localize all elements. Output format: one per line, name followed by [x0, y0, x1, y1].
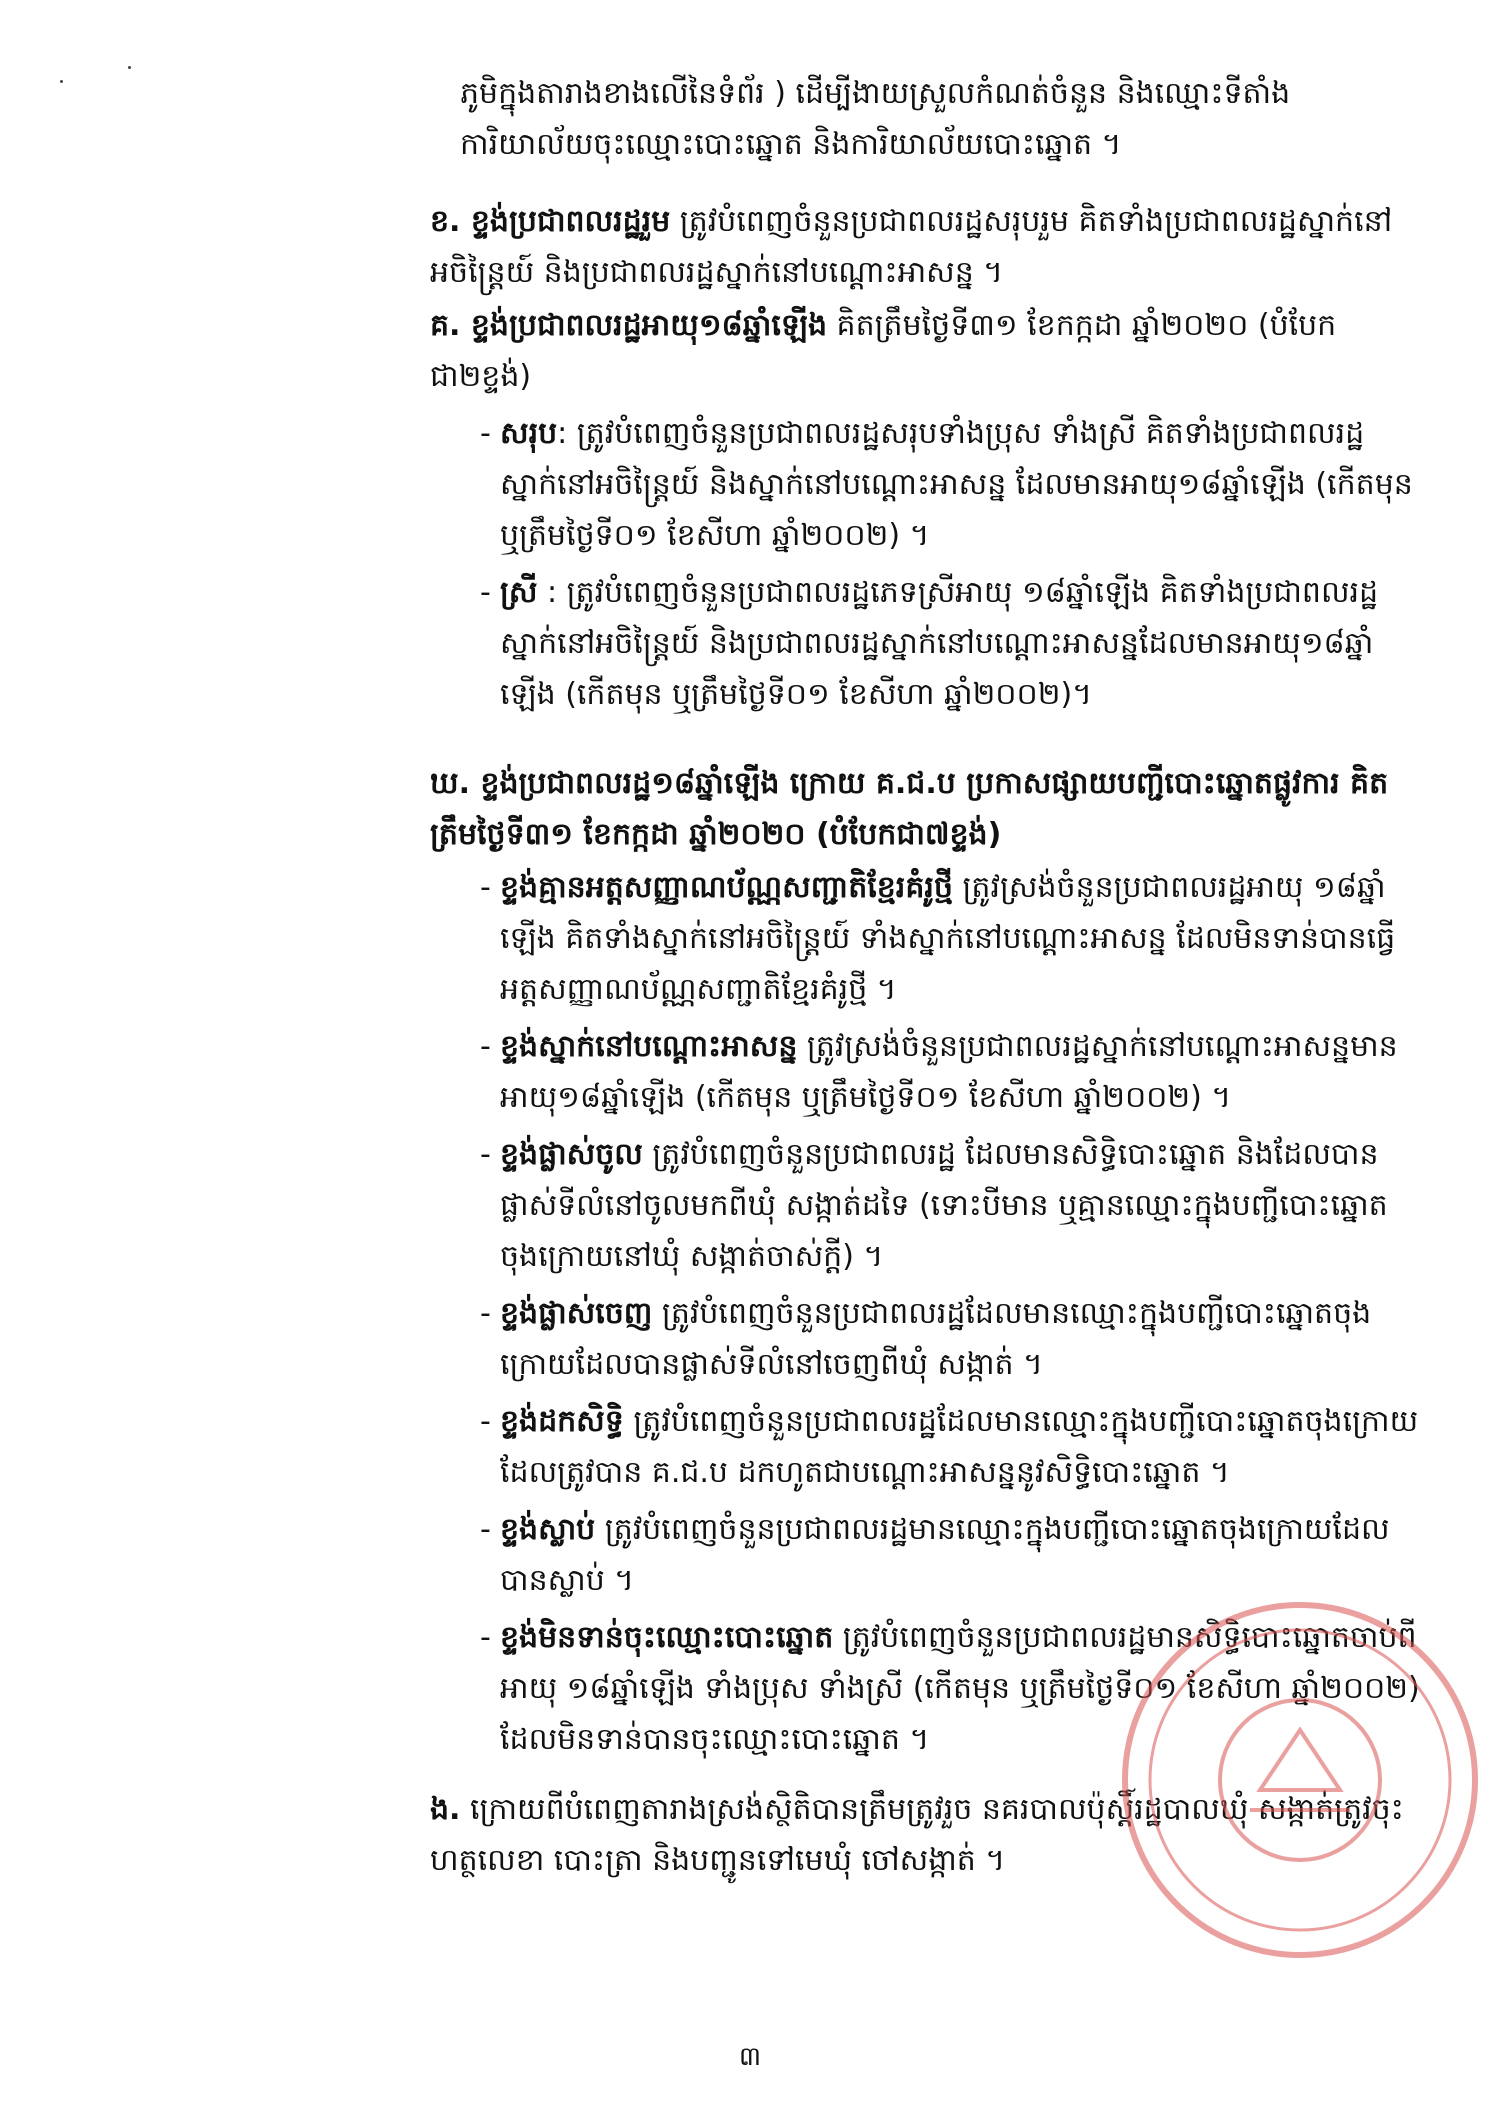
page-number: ៣ [738, 2042, 762, 2072]
scan-speck [128, 66, 131, 69]
list-item [480, 1021, 1420, 1123]
subitem-label: ខ្ទង់ស្នាក់នៅបណ្ដោះអាសន្ន [500, 1029, 798, 1064]
continuation-paragraph: ភូមិក្នុងតារាងខាងលើនៃទំព័រ ) ដើម្បីងាយស្រួលកំណត់ចំនួន និងឈ្មោះទីតាំងការិយាល័យចុះឈ្មោះបោះឆ្នោត និងការិយាល័យបោះឆ្នោត ។ [460, 76, 1291, 162]
item-kho-label: ឃ. ខ្ទង់ប្រជាពលរដ្ឋ១៨ឆ្នាំឡើង ក្រោយ គ.ជ.ប ប្រកាសផ្សាយបញ្ជីបោះឆ្នោតផ្លូវការ គិតត្រឹមថ្ងៃទី៣១ ខែកក្កដា ឆ្នាំ២០២០ (បំបែកជា៧ខ្ទង់) [430, 766, 1389, 852]
dash-bullet: - [480, 1620, 491, 1655]
subitem-text: : ត្រូវបំពេញចំនួនប្រជាពលរដ្ឋភេទស្រីអាយុ ១៨ឆ្នាំឡើង គិតទាំងប្រជាពលរដ្ឋស្នាក់នៅអចិន្ត្រៃយ៍ និងប្រជាពលរដ្ឋស្នាក់នៅបណ្ដោះអាសន្នដែលមានអាយុ១៨ឆ្នាំឡើង (កើតមុន ឬត្រឹមថ្ងៃទី០១ ខែសីហា ឆ្នាំ២០០២)។ [500, 575, 1379, 712]
item-ko-subitems [480, 408, 1420, 726]
item-kha [430, 196, 1430, 298]
item-ngo-label: ង. [430, 1792, 461, 1827]
seal-center-ring [1220, 1700, 1380, 1860]
subitem-text: ត្រូវបំពេញចំនួនប្រជាពលរដ្ឋ ដែលមានសិទ្ធិបោះឆ្នោត និងដែលបានផ្លាស់ទីលំនៅចូលមកពីឃុំ សង្កាត់ដទៃ (ទោះបីមាន ឬគ្មានឈ្មោះក្នុងបញ្ជីបោះឆ្នោតចុងក្រោយនៅឃុំ សង្កាត់ចាស់ក្ដី) ។ [500, 1137, 1388, 1274]
subitem-label: ខ្ទង់គ្មានអត្តសញ្ញាណប័ណ្ណសញ្ជាតិខ្មែរគំរូថ្មី [500, 870, 953, 905]
subitem-text: ត្រូវបំពេញចំនួនប្រជាពលរដ្ឋដែលមានឈ្មោះក្នុងបញ្ជីបោះឆ្នោតចុងក្រោយដែលបានផ្លាស់ទីលំនៅចេញពីឃុំ សង្កាត់ ។ [500, 1296, 1372, 1382]
dash-bullet: - [480, 1512, 491, 1547]
item-kha-label: ខ. ខ្ទង់ប្រជាពលរដ្ឋរួម [430, 204, 671, 239]
item-ko-text: គិតត្រឹមថ្ងៃទី៣១ ខែកក្កដា ឆ្នាំ២០២០ (បំបែកជា២ខ្ទង់) [430, 308, 1337, 394]
list-item [480, 862, 1420, 1015]
list-item [480, 1129, 1420, 1282]
subitem-text: ត្រូវស្រង់ចំនួនប្រជាពលរដ្ឋស្នាក់នៅបណ្ដោះអាសន្នមានអាយុ១៨ឆ្នាំឡើង (កើតមុន ឬត្រឹមថ្ងៃទី០១ ខែសីហា ឆ្នាំ២០០២) ។ [500, 1029, 1398, 1115]
subitem-text: : ត្រូវបំពេញចំនួនប្រជាពលរដ្ឋសរុបទាំងប្រុស ទាំងស្រី គិតទាំងប្រជាពលរដ្ឋស្នាក់នៅអចិន្ត្រៃយ៍ និងស្នាក់នៅបណ្ដោះអាសន្ន ដែលមានអាយុ១៨ឆ្នាំឡើង (កើតមុន ឬត្រឹមថ្ងៃទី០១ ខែសីហា ឆ្នាំ២០០២) ។ [500, 416, 1413, 553]
subitem-label: ខ្ទង់ផ្លាស់ចេញ [500, 1296, 653, 1331]
subitem-text: ត្រូវបំពេញចំនួនប្រជាពលរដ្ឋមានឈ្មោះក្នុងបញ្ជីបោះឆ្នោតចុងក្រោយដែលបានស្លាប់ ។ [500, 1512, 1390, 1598]
dash-bullet: - [480, 1404, 491, 1439]
item-ngo-text: ក្រោយពីបំពេញតារាងស្រង់ស្ថិតិបានត្រឹមត្រូវរួច នគរបាលប៉ុស្តិ៍រដ្ឋបាលឃុំ សង្កាត់ត្រូវចុះហត្ថលេខា បោះត្រា និងបញ្ជូនទៅមេឃុំ ចៅសង្កាត់ ។ [430, 1792, 1404, 1878]
item-kha-text: ត្រូវបំពេញចំនួនប្រជាពលរដ្ឋសរុបរួម គិតទាំងប្រជាពលរដ្ឋស្នាក់នៅអចិន្ត្រៃយ៍ និងប្រជាពលរដ្ឋស្នាក់នៅបណ្ដោះអាសន្ន ។ [430, 204, 1393, 290]
subitem-label: ខ្ទង់ស្លាប់ [500, 1512, 596, 1547]
subitem-text: ត្រូវបំពេញចំនួនប្រជាពលរដ្ឋដែលមានឈ្មោះក្នុងបញ្ជីបោះឆ្នោតចុងក្រោយដែលត្រូវបាន គ.ជ.ប ដកហូតជាបណ្ដោះអាសន្ននូវសិទ្ធិបោះឆ្នោត ។ [500, 1404, 1419, 1490]
seal-emblem [1260, 1730, 1340, 1790]
dash-bullet: - [480, 870, 491, 905]
subitem-label: ស្រី [500, 575, 538, 610]
dash-bullet: - [480, 575, 491, 610]
dash-bullet: - [480, 1137, 491, 1172]
subitem-text: ត្រូវបំពេញចំនួនប្រជាពលរដ្ឋមានសិទ្ធិបោះឆ្នោតចាប់ពីអាយុ ១៨ឆ្នាំឡើង ទាំងប្រុស ទាំងស្រី (កើតមុន ឬត្រឹមថ្ងៃទី០១ ខែសីហា ឆ្នាំ២០០២) ដែលមិនទាន់បានចុះឈ្មោះបោះឆ្នោត ។ [500, 1620, 1420, 1757]
subitem-label: ខ្ទង់ផ្លាស់ចូល [500, 1137, 643, 1172]
seal-inner-ring [1150, 1630, 1450, 1930]
list-item [480, 1396, 1420, 1498]
subitem-label: សរុប [500, 416, 558, 451]
dash-bullet: - [480, 416, 491, 451]
item-ko [430, 300, 1430, 402]
list-item [480, 408, 1420, 561]
item-ko-label: គ. ខ្ទង់ប្រជាពលរដ្ឋអាយុ១៨ឆ្នាំឡើង [430, 308, 827, 343]
list-item [480, 1288, 1420, 1390]
list-item [480, 567, 1420, 720]
official-seal-stamp [1110, 1590, 1490, 1970]
subitem-label: ខ្ទង់ដកសិទ្ធិ [500, 1404, 624, 1439]
scan-speck [60, 80, 63, 83]
subitem-text: ត្រូវស្រង់ចំនួនប្រជាពលរដ្ឋអាយុ ១៨ឆ្នាំឡើង គិតទាំងស្នាក់នៅអចិន្ត្រៃយ៍ ទាំងស្នាក់នៅបណ្ដោះអាសន្ន ដែលមិនទាន់បានធ្វើអត្តសញ្ញាណប័ណ្ណសញ្ជាតិខ្មែរគំរូថ្មី ។ [500, 870, 1396, 1007]
item-kho [430, 758, 1430, 860]
subitem-label: ខ្ទង់មិនទាន់ចុះឈ្មោះបោះឆ្នោត [500, 1620, 834, 1655]
dash-bullet: - [480, 1029, 491, 1064]
seal-outer-ring [1125, 1605, 1475, 1955]
dash-bullet: - [480, 1296, 491, 1331]
